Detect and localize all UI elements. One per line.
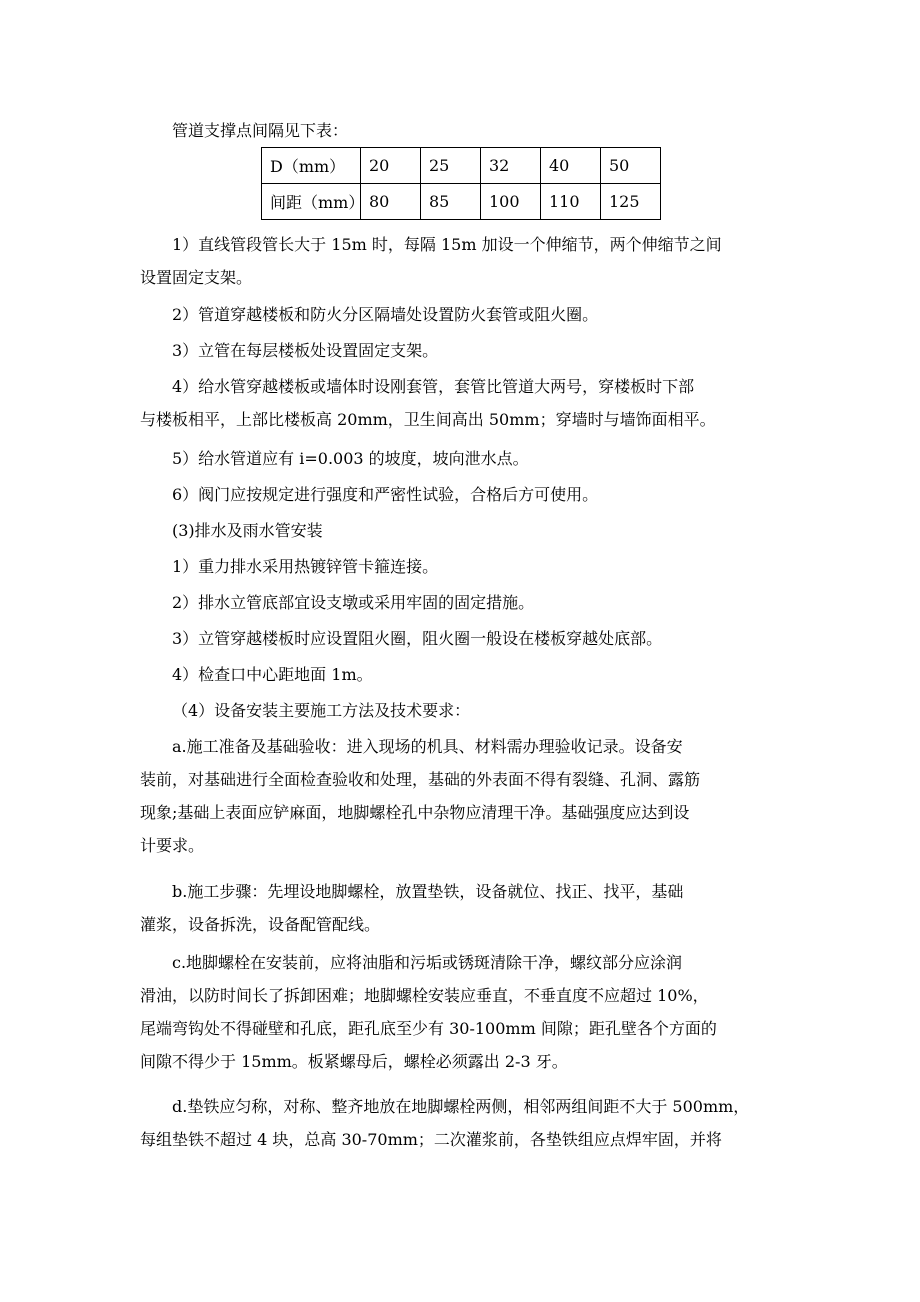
paragraph-line: 每组垫铁不超过 4 块，总高 30-70mm；二次灌浆前，各垫铁组应点焊牢固，并将 bbox=[140, 1130, 722, 1149]
paragraph-line: 设置固定支架。 bbox=[140, 268, 253, 287]
paragraph-line: c.地脚螺栓在安装前，应将油脂和污垢或锈斑清除干净，螺纹部分应涂润 bbox=[172, 953, 683, 972]
table-cell: D（mm） bbox=[262, 148, 361, 184]
section-heading-equipment: （4）设备安装主要施工方法及技术要求： bbox=[172, 701, 471, 720]
paragraph-line: 4）给水管穿越楼板或墙体时设刚套管，套管比管道大两号，穿楼板时下部 bbox=[172, 377, 695, 396]
paragraph-shim-plates bbox=[140, 1090, 790, 1156]
paragraph-gravity-drain: 1）重力排水采用热镀锌管卡箍连接。 bbox=[172, 557, 439, 576]
table-cell: 110 bbox=[541, 184, 601, 220]
paragraph-valve-test: 6）阀门应按规定进行强度和严密性试验，合格后方可使用。 bbox=[172, 485, 599, 504]
paragraph-line: 现象;基础上表面应铲麻面，地脚螺栓孔中杂物应清理干净。基础强度应达到设 bbox=[140, 803, 690, 822]
paragraph-drain-riser-base: 2）排水立管底部宜设支墩或采用牢固的固定措施。 bbox=[172, 593, 535, 612]
table-cell: 20 bbox=[361, 148, 421, 184]
paragraph-construction-steps bbox=[140, 875, 790, 941]
paragraph-line: 1）直线管段管长大于 15m 时，每隔 15m 加设一个伸缩节，两个伸缩节之间 bbox=[172, 235, 722, 254]
paragraph-casing-pipe bbox=[140, 370, 790, 436]
paragraph-line: b.施工步骤：先埋设地脚螺栓，放置垫铁，设备就位、找正、找平，基础 bbox=[172, 882, 684, 901]
paragraph-line: 计要求。 bbox=[140, 836, 205, 855]
table-row bbox=[262, 148, 661, 184]
table-intro: 管道支撑点间隔见下表： bbox=[172, 121, 349, 140]
paragraph-anchor-bolts bbox=[140, 946, 790, 1078]
table-cell: 100 bbox=[481, 184, 541, 220]
paragraph-line: d.垫铁应匀称，对称、整齐地放在地脚螺栓两侧，相邻两组间距不大于 500mm， bbox=[172, 1097, 750, 1116]
paragraph-line: a.施工准备及基础验收：进入现场的机具、材料需办理验收记录。设备安 bbox=[172, 737, 683, 756]
paragraph-riser-support: 3）立管在每层楼板处设置固定支架。 bbox=[172, 341, 439, 360]
table-cell: 间距（mm） bbox=[262, 184, 361, 220]
paragraph-line: 间隙不得少于 15mm。板紧螺母后，螺栓必须露出 2-3 牙。 bbox=[140, 1052, 568, 1071]
paragraph-line: 灌浆，设备拆洗，设备配管配线。 bbox=[140, 915, 381, 934]
paragraph-foundation-acceptance bbox=[140, 730, 790, 862]
paragraph-line: 滑油，以防时间长了拆卸困难；地脚螺栓安装应垂直，不垂直度不应超过 10%， bbox=[140, 986, 709, 1005]
table-cell: 40 bbox=[541, 148, 601, 184]
paragraph-slope: 5）给水管道应有 i=0.003 的坡度，坡向泄水点。 bbox=[172, 449, 529, 468]
table-cell: 25 bbox=[421, 148, 481, 184]
paragraph-pipe-length bbox=[140, 228, 790, 294]
paragraph-line: 尾端弯钩处不得碰壁和孔底，距孔底至少有 30-100mm 间隙；距孔壁各个方面的 bbox=[140, 1019, 717, 1038]
support-spacing-table bbox=[261, 147, 661, 220]
paragraph-inspection-port: 4）检查口中心距地面 1m。 bbox=[172, 665, 373, 684]
table-cell: 85 bbox=[421, 184, 481, 220]
table-cell: 125 bbox=[601, 184, 661, 220]
section-heading-drainage: (3)排水及雨水管安装 bbox=[172, 521, 323, 540]
table-cell: 80 bbox=[361, 184, 421, 220]
table-row bbox=[262, 184, 661, 220]
table-cell: 32 bbox=[481, 148, 541, 184]
paragraph-line: 装前，对基础进行全面检查验收和处理，基础的外表面不得有裂缝、孔洞、露筋 bbox=[140, 770, 701, 789]
paragraph-fire-ring: 3）立管穿越楼板时应设置阻火圈，阻火圈一般设在楼板穿越处底部。 bbox=[172, 629, 663, 648]
paragraph-line: 与楼板相平，上部比楼板高 20mm，卫生间高出 50mm；穿墙时与墙饰面相平。 bbox=[140, 410, 716, 429]
paragraph-fire-sleeve: 2）管道穿越楼板和防火分区隔墙处设置防火套管或阻火圈。 bbox=[172, 305, 599, 324]
table-cell: 50 bbox=[601, 148, 661, 184]
